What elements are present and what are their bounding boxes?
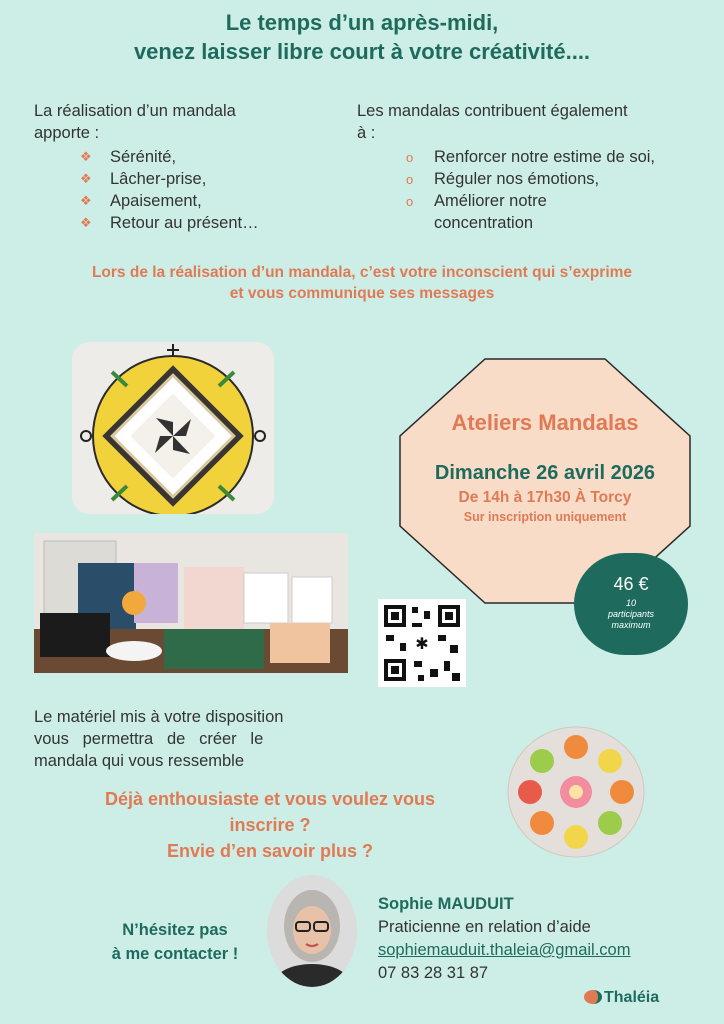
call-to-action — [60, 786, 480, 864]
price-note-2: participants — [607, 609, 655, 619]
list-item-text: Lâcher-prise, — [110, 170, 207, 188]
list-item — [80, 168, 340, 190]
qr-code-icon — [378, 599, 466, 687]
list-item-text: Apaisement, — [110, 192, 202, 210]
event-note: Sur inscription uniquement — [463, 510, 627, 524]
diamond-bullet-icon: ❖ — [80, 149, 92, 164]
material-line-2: vous permettra de créer le — [34, 730, 264, 748]
contact-invite-line-2: à me contacter ! — [111, 945, 239, 963]
price-badge — [574, 553, 688, 655]
list-item-text: Renforcer notre estime de soi, — [434, 148, 656, 166]
list-item — [80, 146, 340, 168]
cta-line-2: inscrire ? — [229, 815, 311, 835]
event-time: De 14h à 17h30 À Torcy — [458, 489, 632, 506]
material-text — [34, 706, 338, 772]
list-item-text: Améliorer notre — [434, 192, 547, 210]
contact-role: Praticienne en relation d’aide — [378, 918, 591, 936]
diamond-bullet-icon: ❖ — [80, 171, 92, 186]
benefits-intro — [34, 100, 334, 144]
contact-phone[interactable]: 07 83 28 31 87 — [378, 964, 489, 982]
event-details — [400, 408, 690, 526]
contributions-intro — [357, 100, 697, 144]
mandala-photo — [72, 342, 274, 514]
price-amount: 46 € — [613, 574, 649, 594]
material-line-1: Le matériel mis à votre disposition — [34, 708, 284, 726]
avatar — [266, 874, 358, 988]
supplies-photo — [34, 533, 348, 673]
benefits-list — [80, 146, 340, 234]
benefits-intro-line-2: apporte : — [34, 124, 100, 142]
list-item — [404, 168, 704, 190]
contributions-intro-line-1: Les mandalas contribuent également — [357, 102, 628, 120]
benefits-intro-line-1: La réalisation d’un mandala — [34, 102, 236, 120]
event-date: Dimanche 26 avril 2026 — [434, 462, 656, 484]
svg-text:✱: ✱ — [415, 634, 429, 653]
list-item — [404, 146, 704, 168]
contact-details — [378, 893, 630, 985]
cta-line-3: Envie d’en savoir plus ? — [166, 841, 374, 861]
contributions-intro-line-2: à : — [357, 124, 376, 142]
contributions-list — [404, 146, 704, 234]
price-note-3: maximum — [611, 620, 651, 630]
title-line-1: Le temps d’un après-midi, — [225, 10, 499, 35]
event-name: Ateliers Mandalas — [451, 410, 639, 435]
title-line-2: venez laisser libre court à votre créativité.... — [133, 39, 591, 64]
logo-mark-icon — [584, 990, 602, 1004]
diamond-bullet-icon: ❖ — [80, 215, 92, 230]
contact-email-link[interactable]: sophiemauduit.thaleia@gmail.com — [378, 941, 631, 959]
art-supplies-icon — [34, 533, 348, 673]
list-item-text: Réguler nos émotions, — [434, 170, 600, 188]
diamond-bullet-icon: ❖ — [80, 193, 92, 208]
list-item-text: Retour au présent… — [110, 214, 259, 232]
list-item — [80, 190, 340, 212]
highlight-text — [40, 262, 684, 304]
list-item-text: concentration — [434, 214, 534, 232]
highlight-line-1: Lors de la réalisation d’un mandala, c’est votre inconscient qui s’exprime — [91, 264, 633, 281]
logo-text: Thaléia — [604, 989, 660, 1006]
list-item — [404, 212, 704, 234]
cta-line-1: Déjà enthousiaste et vous voulez vous — [104, 789, 436, 809]
circle-bullet-icon: o — [406, 172, 414, 187]
page-title — [0, 8, 724, 66]
thaleia-logo — [584, 989, 659, 1007]
qr-code[interactable] — [378, 599, 466, 687]
price-note-1: 10 — [625, 598, 636, 608]
contact-invite — [80, 918, 270, 966]
list-item — [404, 190, 704, 212]
highlight-line-2: et vous communique ses messages — [229, 285, 495, 302]
list-item-text: Sérénité, — [110, 148, 177, 166]
material-line-3: mandala qui vous ressemble — [34, 752, 245, 770]
list-item — [80, 212, 340, 234]
circle-bullet-icon: o — [406, 150, 414, 165]
contact-name: Sophie MAUDUIT — [378, 895, 514, 913]
circle-bullet-icon: o — [406, 194, 414, 209]
contact-invite-line-1: N’hésitez pas — [122, 921, 228, 939]
fruit-mandala-photo — [506, 725, 646, 859]
mandala-drawing-icon — [72, 342, 274, 514]
